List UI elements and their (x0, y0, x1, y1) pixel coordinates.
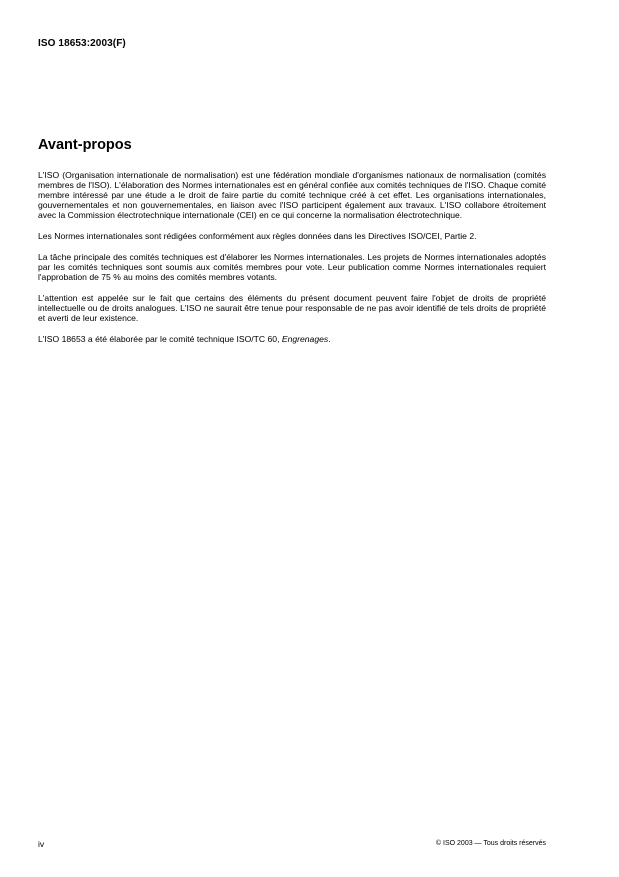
foreword-body (38, 170, 546, 355)
responsible-committee-suffix: . (328, 334, 331, 344)
page-number: iv (38, 839, 45, 849)
copyright-notice: © ISO 2003 — Tous droits réservés (435, 840, 546, 847)
section-title: Avant-propos (38, 137, 132, 153)
paragraph-technical-committees: La tâche principale des comités techniques est d'élaborer les Normes internationales. Les projets de Normes internationales adoptés par les comités techniques sont soumis aux comités membres pour vote. Leur publication comme Normes internationales requiert l'approbation de 75 % au moins des comités membres votants. (38, 252, 546, 282)
responsible-committee-text: L'ISO 18653 a été élaborée par le comité technique ISO/TC 60, (38, 334, 282, 344)
paragraph-responsible-committee (38, 334, 546, 344)
paragraph-patent-rights: L'attention est appelée sur le fait que certains des éléments du présent document peuvent faire l'objet de droits de propriété intellectuelle ou de droits analogues. L'ISO ne saurait être tenue pour responsable de ne pas avoir identifié de tels droits de propriété et averti de leur existence. (38, 293, 546, 323)
paragraph-organisation: L'ISO (Organisation internationale de normalisation) est une fédération mondiale d'organismes nationaux de normalisation (comités membres de l'ISO). L'élaboration des Normes internationales est en général confiée aux comités techniques de l'ISO. Chaque comité membre intéressé par une étude a le droit de faire partie du comité technique créé à cet effet. Les organisations internationales, gouvernementales et non gouvernementales, en liaison avec l'ISO participent également aux travaux. L'ISO collabore étroitement avec la Commission électrotechnique internationale (CEI) en ce qui concerne la normalisation électrotechnique. (38, 170, 546, 220)
committee-subject: Engrenages (281, 334, 329, 344)
document-id: ISO 18653:2003(F) (38, 38, 126, 49)
paragraph-directives: Les Normes internationales sont rédigées conformément aux règles données dans les Directives ISO/CEI, Partie 2. (38, 231, 477, 241)
